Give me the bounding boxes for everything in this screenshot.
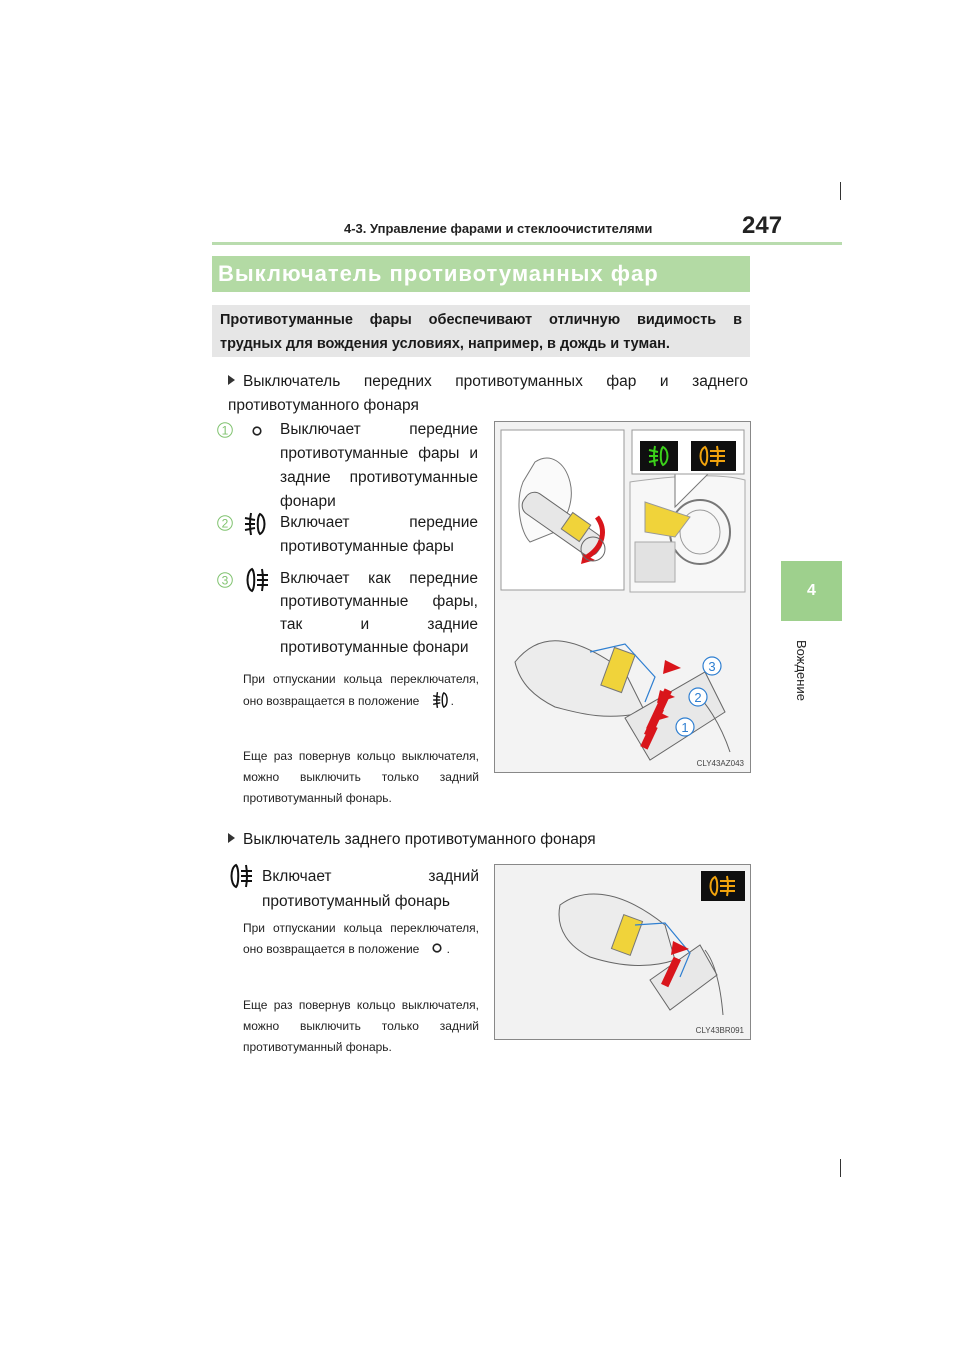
rear-fog-icon: [226, 862, 254, 890]
bullet-triangle-icon: [228, 833, 235, 843]
off-position-icon: [251, 425, 263, 437]
rear-only-item-text: Включает задний противотуманный фонарь: [262, 868, 479, 910]
item-2-text: Включает передние противотуманные фары: [280, 514, 478, 555]
note-1-rear-only-end: .: [446, 942, 451, 956]
figure-code-1: CLY43AZ043: [696, 759, 744, 768]
rear-fog-icon: [242, 566, 270, 594]
bullet-triangle-icon: [228, 375, 235, 385]
header-section-title: 4-3. Управление фарами и стеклоочистителями: [344, 221, 653, 236]
rear-fog-switch-illustration: [495, 865, 750, 1039]
item-number-1-text: 1: [221, 423, 229, 438]
note-2-rear-only: Еще раз повернув кольцо выключателя, можно выключить только задний противотуманный фонарь.: [243, 998, 479, 1054]
rear-only-heading-text: Выключатель заднего противотуманного фонаря: [243, 831, 596, 848]
rear-only-heading: [228, 828, 748, 852]
chapter-number: 4: [807, 582, 816, 599]
section-title: Выключатель противотуманных фар: [212, 256, 750, 292]
crop-mark-bottom: [840, 1159, 841, 1177]
chapter-tab[interactable]: [781, 561, 842, 621]
item-number-2: [217, 514, 232, 531]
note-1-rear-only-text: При отпускании кольца переключателя, оно возвращается в положение: [243, 921, 479, 956]
intro-text: Противотуманные фары обеспечивают отличную видимость в трудных для вождения условиях, например, в дождь и туман.: [220, 312, 742, 352]
front-rear-heading-text: Выключатель передних противотуманных фар и заднего противотуманного фонаря: [228, 373, 748, 414]
item-1-text: Выключает передние противотуманные фары и задние противотуманные фонари: [280, 421, 478, 510]
item-3-text: Включает как передние противотуманные фары, так и задние противотуманные фонари: [280, 570, 478, 656]
front-fog-icon: [431, 690, 451, 710]
figure-code-2: CLY43BR091: [695, 1026, 744, 1035]
item-number-1: [217, 421, 232, 438]
header-divider: [212, 242, 842, 245]
note-2-front-rear: Еще раз повернув кольцо выключателя, можно выключить только задний противотуманный фонарь.: [243, 749, 479, 805]
item-number-3-text: 3: [221, 573, 229, 588]
off-position-icon: [431, 942, 443, 954]
fog-switch-figure: [494, 421, 751, 773]
callout-2: 2: [694, 690, 702, 705]
crop-mark-top: [840, 182, 841, 200]
fog-switch-illustration: [495, 422, 750, 772]
note-1-rear-only: [243, 918, 479, 960]
callout-3: 3: [708, 659, 716, 674]
note-1-front-rear-text: При отпускании кольца переключателя, оно возвращается в положение: [243, 672, 479, 708]
note-1-front-rear-end: .: [450, 694, 455, 708]
item-number-3: [217, 571, 232, 588]
front-fog-icon: [242, 511, 270, 537]
rear-fog-switch-figure: [494, 864, 751, 1040]
callout-1: 1: [681, 720, 689, 735]
note-1-front-rear: [243, 669, 479, 712]
intro-box: [212, 305, 750, 357]
front-rear-heading: [228, 370, 748, 418]
page-number: 247: [742, 212, 783, 239]
chapter-label: Вождение: [794, 640, 809, 701]
item-number-2-text: 2: [221, 516, 229, 531]
